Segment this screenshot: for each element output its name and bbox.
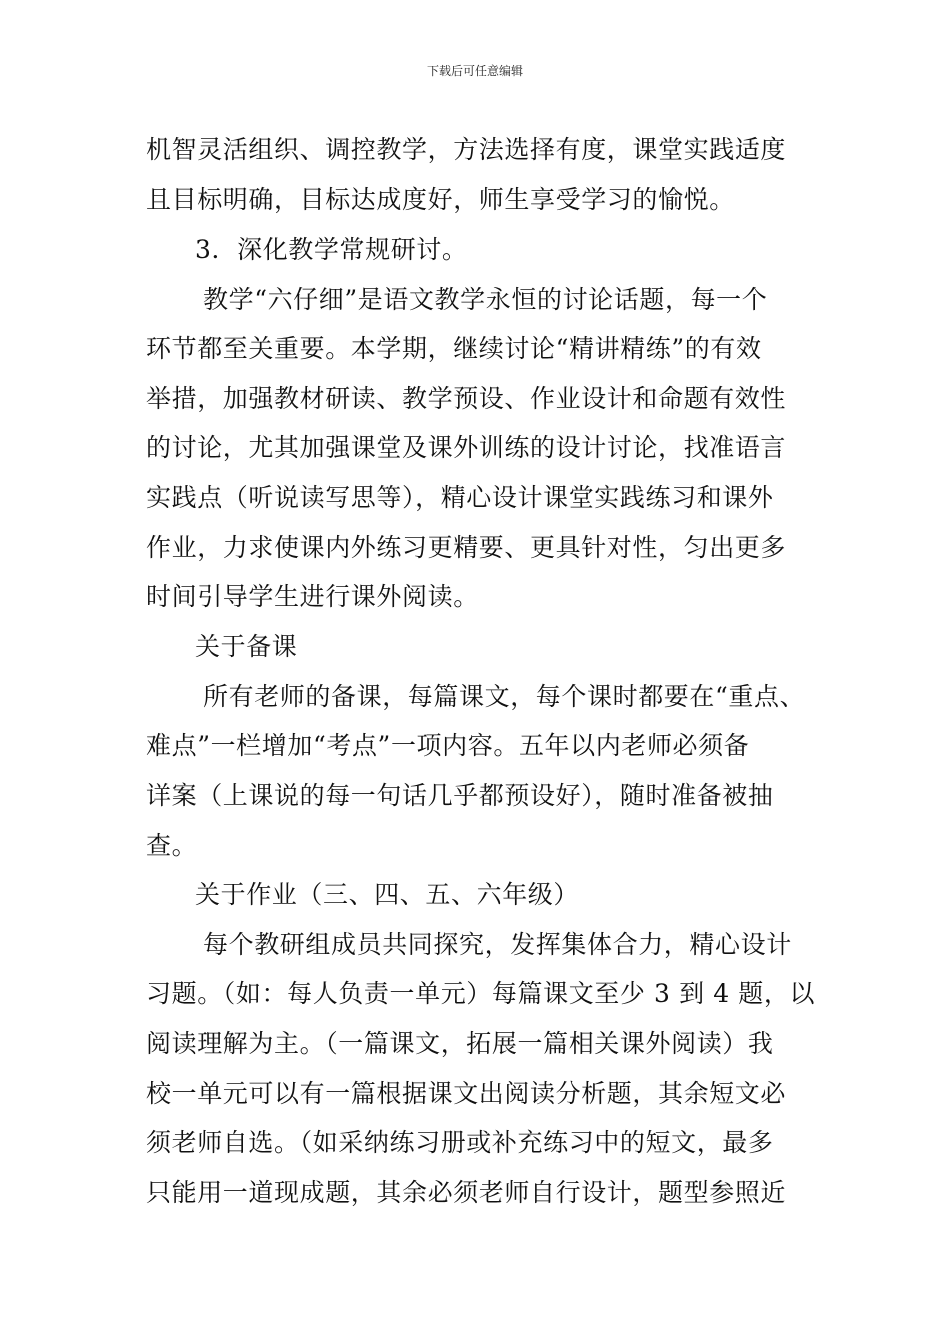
body-line: 所有老师的备课，每篇课文，每个课时都要在“重点、 bbox=[203, 682, 806, 711]
body-line: 校一单元可以有一篇根据课文出阅读分析题，其余短文必 bbox=[146, 1079, 787, 1108]
subheading-lesson-prep: 关于备课 bbox=[195, 632, 298, 661]
body-line: 机智灵活组织、调控教学，方法选择有度，课堂实践适度 bbox=[146, 135, 787, 164]
body-line: 的讨论，尤其加强课堂及课外训练的设计讨论，找准语言 bbox=[146, 433, 787, 462]
page-header-note: 下载后可任意编辑 bbox=[426, 64, 523, 78]
body-line: 时间引导学生进行课外阅读。 bbox=[146, 582, 479, 611]
body-line: 教学“六仔细”是语文教学永恒的讨论话题，每一个 bbox=[203, 285, 768, 314]
body-line: 查。 bbox=[146, 831, 198, 860]
body-line: 举措，加强教材研读、教学预设、作业设计和命题有效性 bbox=[146, 384, 787, 413]
body-line: 每个教研组成员共同探究，发挥集体合力，精心设计 bbox=[203, 930, 792, 959]
subheading-homework: 关于作业（三、四、五、六年级） bbox=[195, 880, 580, 909]
body-line: 详案（上课说的每一句话几乎都预设好），随时准备被抽 bbox=[146, 781, 774, 810]
body-line: 须老师自选。（如采纳练习册或补充练习中的短文，最多 bbox=[146, 1128, 774, 1157]
body-line: 阅读理解为主。（一篇课文，拓展一篇相关课外阅读）我 bbox=[146, 1029, 774, 1058]
body-line: 实践点（听说读写思等），精心设计课堂实践练习和课外 bbox=[146, 483, 774, 512]
body-line: 环节都至关重要。本学期，继续讨论“精讲精练”的有效 bbox=[146, 334, 762, 363]
body-line: 作业，力求使课内外练习更精要、更具针对性，匀出更多 bbox=[146, 533, 787, 562]
body-line: 难点”一栏增加“考点”一项内容。五年以内老师必须备 bbox=[146, 731, 750, 760]
body-line: 且目标明确，目标达成度好，师生享受学习的愉悦。 bbox=[146, 185, 735, 214]
body-line: 只能用一道现成题，其余必须老师自行设计，题型参照近 bbox=[146, 1178, 787, 1207]
body-line: 习题。（如：每人负责一单元）每篇课文至少 3 到 4 题，以 bbox=[146, 979, 816, 1008]
section-heading: 3．深化教学常规研讨。 bbox=[195, 235, 468, 264]
